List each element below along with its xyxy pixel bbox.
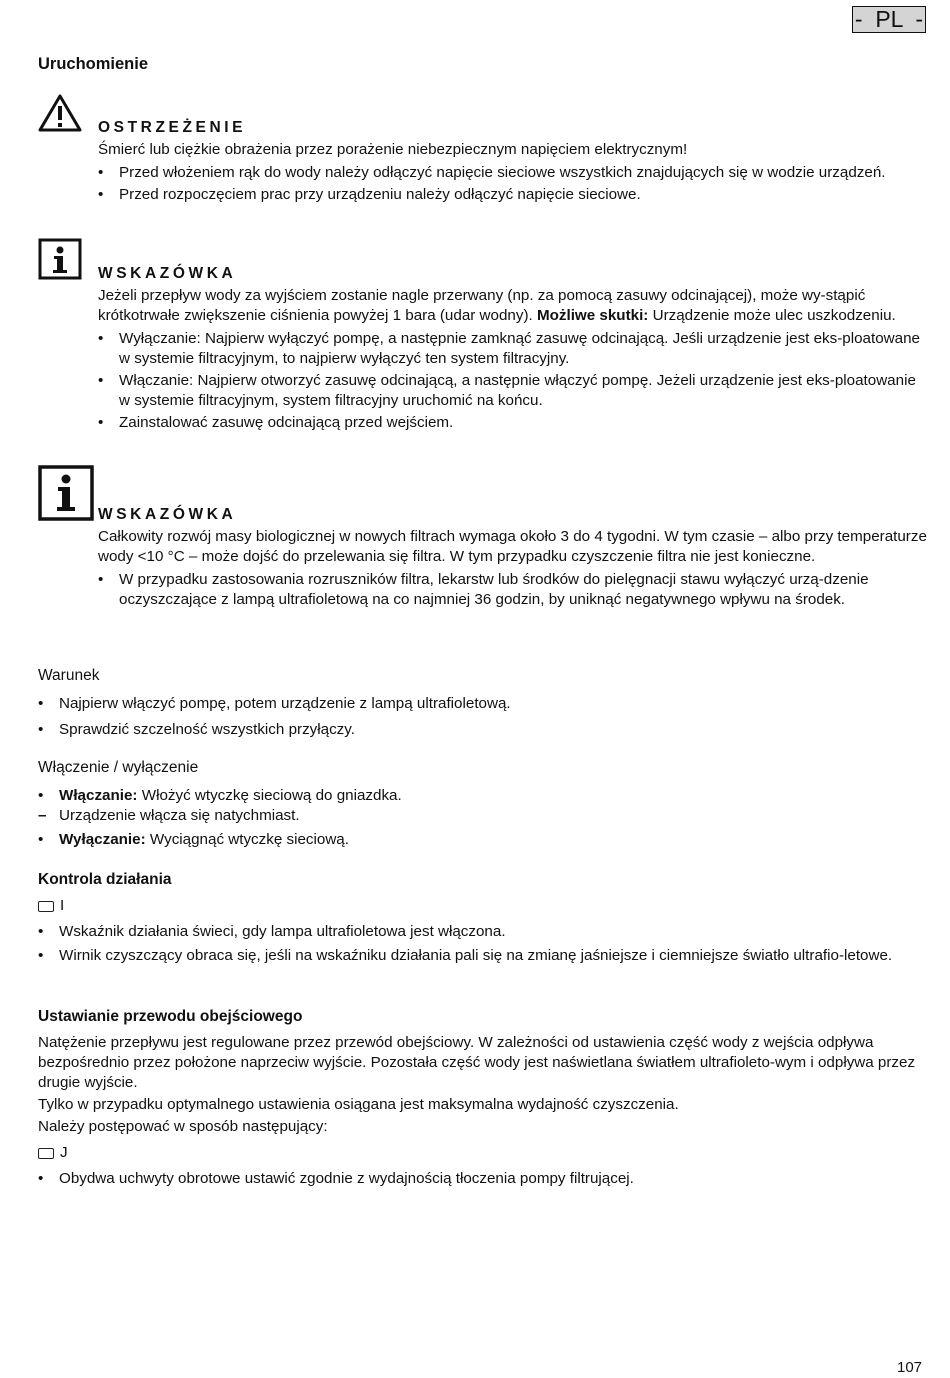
info-icon bbox=[38, 238, 82, 280]
info-icon bbox=[38, 465, 94, 521]
note1-intro: Jeżeli przepływ wody za wyjściem zostanie nagle przerwany (np. za pomocą zasuwy odcinającej), może wy-stąpić krótkotrwałe zwiększenie ciśnienia powyżej 1 bara (udar wodny). Możliwe skutki: Urządzenie może ulec uszkodzeniu. bbox=[98, 287, 896, 324]
figure-reference: I bbox=[38, 896, 928, 916]
list-item: • Włączanie: Najpierw otworzyć zasuwę odcinającą, a następnie włączyć pompę. Jeżeli urządzenie jest eks-ploatowanie w systemie filtracyjnym, system filtracyjny uruchomić na końcu. bbox=[98, 371, 928, 411]
note1-list bbox=[98, 329, 928, 433]
list-item: • Obydwa uchwyty obrotowe ustawić zgodnie z wydajnością tłoczenia pompy filtrującej. bbox=[38, 1169, 928, 1189]
warning-heading: OSTRZEŻENIE bbox=[98, 119, 247, 136]
bypass-section bbox=[38, 1007, 928, 1191]
list-item: • Włączanie: Włożyć wtyczkę sieciową do gniazdka. bbox=[38, 786, 928, 806]
onoff-section bbox=[38, 758, 928, 852]
bypass-paragraph: Należy postępować w sposób następujący: bbox=[38, 1118, 328, 1135]
list-item: • Najpierw włączyć pompę, potem urządzenie z lampą ultrafioletową. bbox=[38, 694, 928, 714]
warning-intro: Śmierć lub ciężkie obrażenia przez porażenie niebezpiecznym napięciem elektrycznym! bbox=[98, 141, 688, 158]
bypass-paragraph: Natężenie przepływu jest regulowane przez przewód obejściowy. W zależności od ustawienia część wody z wejścia odpływa bezpośrednio przez położone naprzeciw wyjście. Pozostała część wody jest naświetlana światłem ultrafioleto-wym i odpływa przez drugie wyjście. bbox=[38, 1034, 916, 1091]
list-item: • Wyłączanie: Wyciągnąć wtyczkę sieciową. bbox=[38, 830, 928, 850]
note2-list bbox=[98, 570, 928, 610]
note1-heading: WSKAZÓWKA bbox=[98, 265, 237, 282]
language-badge: - PL - bbox=[852, 6, 926, 33]
warning-block bbox=[98, 118, 928, 207]
list-item: • Wyłączanie: Najpierw wyłączyć pompę, a następnie zamknąć zasuwę odcinającą. Jeśli urządzenie jest eks-ploatowane w systemie filtracyjnym, to najpierw wyłączyć ten system filtracyjny. bbox=[98, 329, 928, 369]
warning-triangle-icon bbox=[38, 94, 82, 132]
warunek-list bbox=[38, 694, 928, 740]
note-block-1 bbox=[98, 264, 928, 435]
list-item: • W przypadku zastosowania rozruszników filtra, lekarstw lub środków do pielęgnacji stawu wyłączyć urzą-dzenie oczyszczające z lampą ultrafioletową na co najmniej 36 godzin, by uniknąć negatywnego wpływu na środek. bbox=[98, 570, 928, 610]
figure-reference: J bbox=[38, 1143, 928, 1163]
onoff-heading: Włączenie / wyłączenie bbox=[38, 759, 199, 776]
kontrola-section bbox=[38, 870, 928, 968]
list-item: • Przed rozpoczęciem prac przy urządzeniu należy odłączyć napięcie sieciowe. bbox=[98, 185, 928, 205]
note2-heading: WSKAZÓWKA bbox=[98, 506, 237, 523]
bypass-heading: Ustawianie przewodu obejściowego bbox=[38, 1008, 303, 1025]
onoff-sub: – Urządzenie włącza się natychmiast. bbox=[38, 806, 928, 826]
warunek-heading: Warunek bbox=[38, 667, 100, 684]
warunek-section bbox=[38, 666, 928, 742]
note2-intro: Całkowity rozwój masy biologicznej w nowych filtrach wymaga około 3 do 4 tygodni. W tym czasie – albo przy temperaturze wody <10 °C – może dojść do przelewania się filtra. W tym przypadku czyszczenie filtra nie jest konieczne. bbox=[98, 528, 927, 565]
warning-list bbox=[98, 163, 928, 205]
kontrola-list bbox=[38, 922, 928, 966]
figure-box-icon bbox=[38, 901, 54, 912]
bypass-list bbox=[38, 1169, 928, 1189]
figure-box-icon bbox=[38, 1148, 54, 1159]
page-number: 107 bbox=[897, 1359, 923, 1376]
note-block-2 bbox=[98, 505, 928, 612]
list-item: • Zainstalować zasuwę odcinającą przed wejściem. bbox=[98, 413, 928, 433]
list-item: • Wirnik czyszczący obraca się, jeśli na wskaźniku działania pali się na zmianę jaśniejsze i ciemniejsze światło ultrafio-letowe. bbox=[38, 946, 928, 966]
list-item: • Przed włożeniem rąk do wody należy odłączyć napięcie sieciowe wszystkich znajdujących się w wodzie urządzeń. bbox=[98, 163, 928, 183]
onoff-list bbox=[38, 786, 928, 806]
onoff-list-2 bbox=[38, 830, 928, 850]
list-item: • Sprawdzić szczelność wszystkich przyłączy. bbox=[38, 720, 928, 740]
bypass-paragraph: Tylko w przypadku optymalnego ustawienia osiągana jest maksymalna wydajność czyszczenia. bbox=[38, 1096, 679, 1113]
page-title: Uruchomienie bbox=[38, 55, 149, 73]
list-item: • Wskaźnik działania świeci, gdy lampa ultrafioletowa jest włączona. bbox=[38, 922, 928, 942]
kontrola-heading: Kontrola działania bbox=[38, 871, 172, 888]
